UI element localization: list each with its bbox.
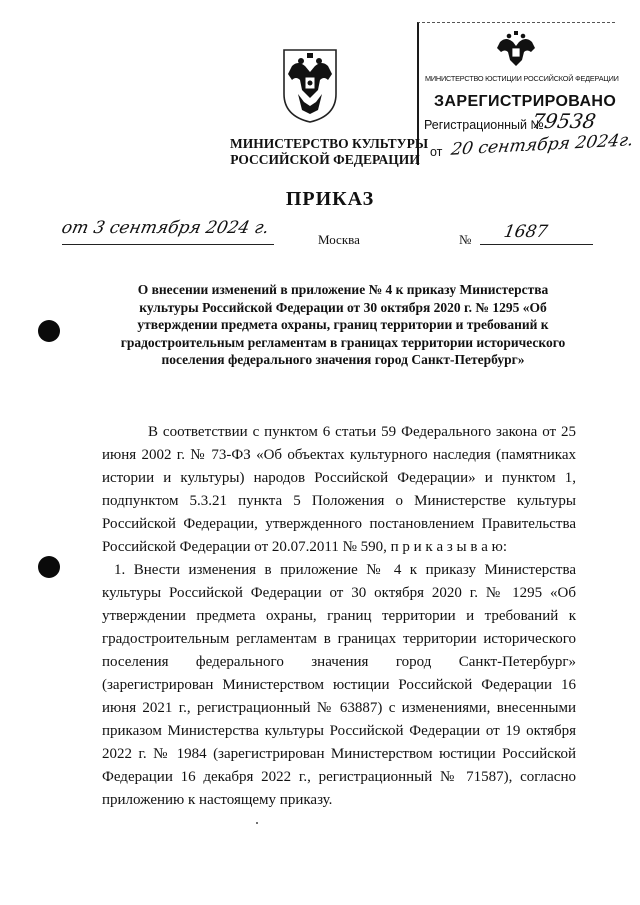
handwritten-date: от 3 сентября 2024 г. [59,218,271,238]
number-label: № [459,232,472,247]
coat-of-arms-icon [278,44,342,124]
body-paragraph-1: В соответствии с пунктом 6 статьи 59 Федерального закона от 25 июня 2002 г. № 73-ФЗ «Об объектах культурного наследия (памятниках истории и культуры) народов Российской Федерации» и пунктом 1, подпунктом 5.3.21 пункта 5 Положения о Министерстве культуры Российской Федерации, утвержденного постановлением Правительства Российской Федерации от 20.07.2011 № 590, п р и к а з ы в а ю: [102,424,576,555]
stamp-ministry: МИНИСТЕРСТВО ЮСТИЦИИ РОССИЙСКОЙ ФЕДЕРАЦИИ [425,74,619,83]
order-number: 1687 [502,222,550,242]
ministry-line-2: РОССИЙСКОЙ ФЕДЕРАЦИИ [230,152,420,167]
body-paragraph-2: 1. Внести изменения в приложение № 4 к приказу Министерства культуры Российской Федерации от 30 октября 2020 г. № 1295 «Об утверждении предмета охраны, границ территории и требований к градостроительным регламентам в границах территории исторического поселения федерального значения город Санкт-Петербург» (зарегистрирован Министерством юстиции Российской Федерации 16 июня 2021 г., регистрационный № 63887) с изменениями, внесенными приказом Министерства культуры Российской Федерации от 19 октября 2022 г. № 1984 (зарегистрирован Министерством юстиции Российской Федерации 16 декабря 2022 г., регистрационный № 71587), согласно приложению к настоящему приказу. [102,562,576,808]
number-underline [480,244,593,245]
stamp-date-label: от [430,145,443,159]
stamp-regno-value: 79538 [529,109,598,133]
order-subject: О внесении изменений в приложение № 4 к приказу Министерства культуры Российской Федерации от 30 октября 2020 г. № 1295 «Об утверждении предмета охраны, границ территории и требований к градостроительным регламентам в границах территории исторического поселения федерального значения город Санкт-Петербург» [120,282,566,367]
punch-hole-mark [38,556,60,578]
scan-speck [256,822,258,824]
city: Москва [318,232,360,247]
ministry-header [230,136,429,168]
ministry-line-1: МИНИСТЕРСТВО КУЛЬТУРЫ [230,136,429,151]
document-type: ПРИКАЗ [285,188,375,210]
stamp-status: ЗАРЕГИСТРИРОВАНО [434,93,617,110]
stamp-date-value: 20 сентября 2024г. [449,130,635,160]
date-underline [62,244,274,245]
punch-hole-mark [38,320,60,342]
stamp-regno-label: Регистрационный № [424,118,544,132]
